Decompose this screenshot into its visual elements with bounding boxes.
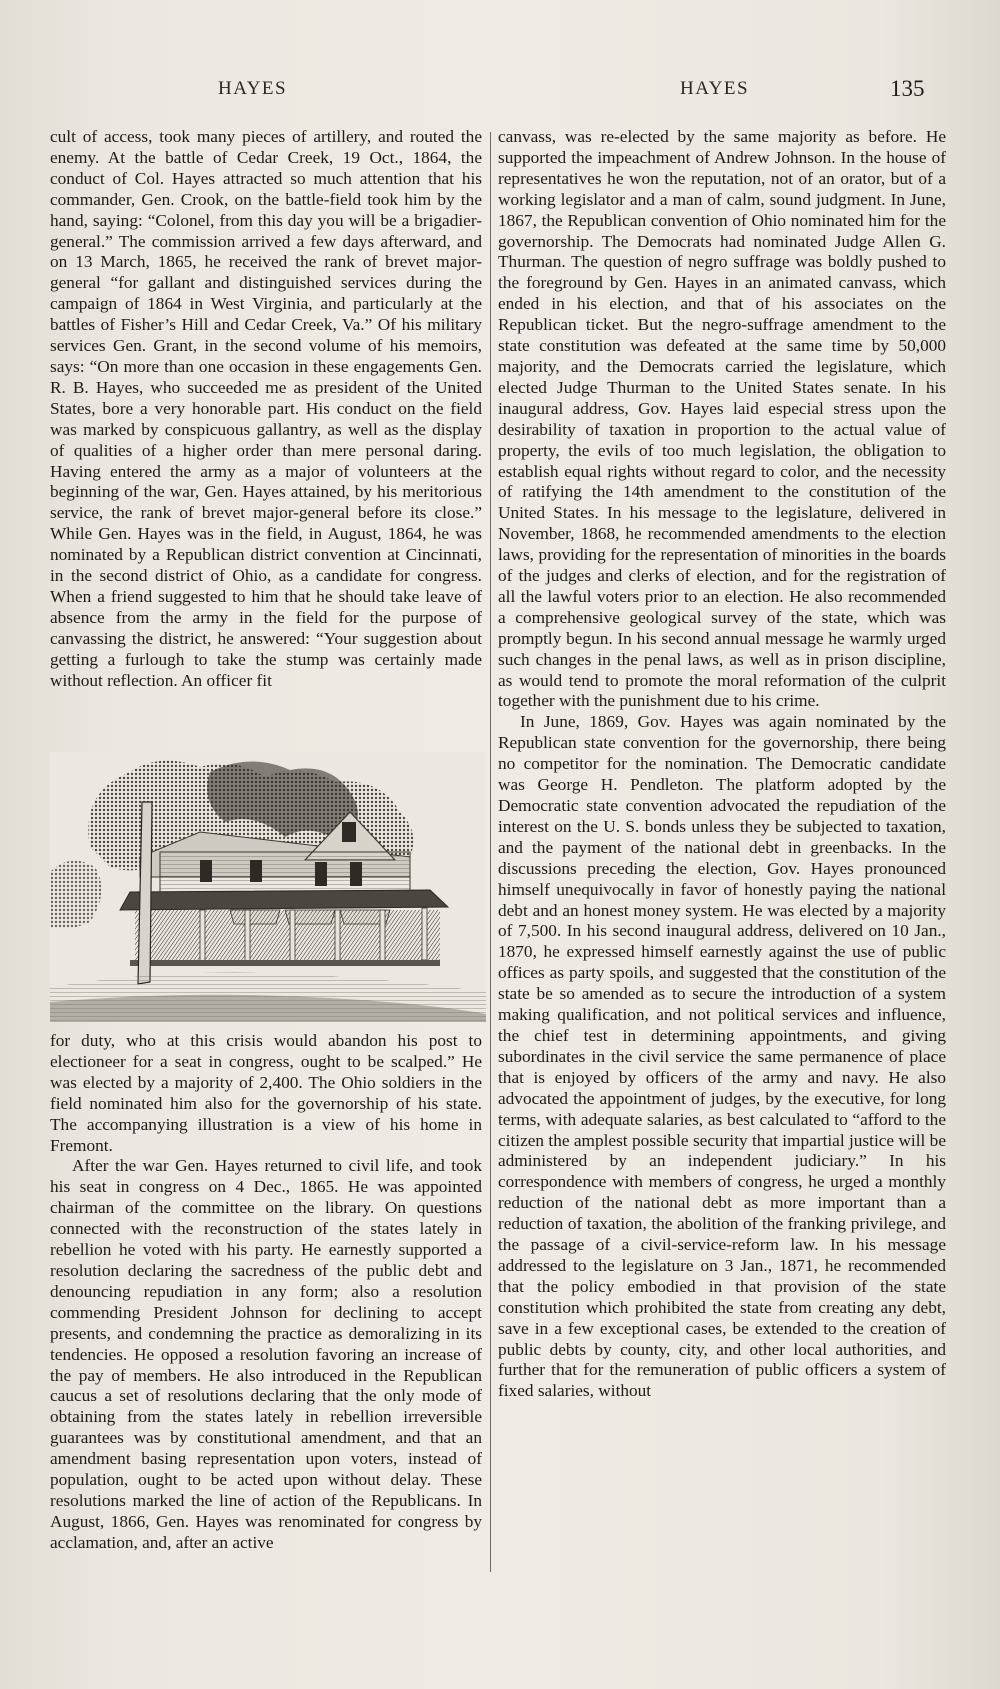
left-column-bottom-text: [50, 1031, 482, 1631]
right-column-text: [498, 127, 946, 1647]
paragraph: cult of access, took many pieces of artillery, and routed the enemy. At the battle of Cedar Creek, 19 Oct., 1864, the conduct of Col. Hayes attracted so much attention that his commander, Gen. Crook, on the battle-field took him by the hand, saying: “Colonel, from this day you will be a brigadier-general.” The commission arrived a few days afterward, and on 13 March, 1865, he received the rank of brevet major-general “for gallant and distinguished services during the campaign of 1864 in West Virginia, and particularly at the battles of Fisher’s Hill and Cedar Creek, Va.” Of his military services Gen. Grant, in the second volume of his memoirs, says: “On more than one occasion in these engagements Gen. R. B. Hayes, who succeeded me as president of the United States, bore a very honorable part. His conduct on the field was marked by conspicuous gallantry, as well as the display of qualities of a higher order than mere personal daring. Having entered the army as a major of volunteers at the beginning of the war, Gen. Hayes attained, by his meritorious service, the rank of brevet major-general before its close.” While Gen. Hayes was in the field, in August, 1864, he was nominated by a Republican district convention at Cincinnati, in the second district of Ohio, as a candidate for congress. When a friend suggested to him that he should take leave of absence from the army in the field for the purpose of canvassing the district, he answered: “Your suggestion about getting a furlough to take the stump was certainly made without reflection. An officer fit: [50, 127, 482, 690]
paragraph: for duty, who at this crisis would abandon his post to electioneer for a seat in congress, ought to be scalped.” He was elected by a majority of 2,400. The Ohio soldiers in the field nominated him also for the governorship of his state. The accompanying illustration is a view of his home in Fremont.: [50, 1031, 482, 1155]
running-head-left: HAYES: [218, 78, 288, 99]
paragraph: After the war Gen. Hayes returned to civil life, and took his seat in congress on 4 Dec., 1865. He was appointed chairman of the committee on the library. On questions connected with the reconstruction of the states lately in rebellion he voted with his party. He earnestly supported a resolution declaring the sacredness of the public debt and denouncing repudiation in any form; also a resolution commending President Johnson for declining to accept presents, and condemning the practice as demoralizing in its tendencies. He opposed a resolution favoring an increase of the pay of members. He also introduced in the Republican caucus a set of resolutions declaring that the only mode of obtaining from the states lately in rebellion irreversible guarantees was by constitutional amendment, and that an amendment basing representation upon voters, instead of population, ought to be acted upon without delay. These resolutions marked the line of action of the Republicans. In August, 1866, Gen. Hayes was renominated for congress by acclamation, and, after an active: [50, 1156, 482, 1552]
running-head-right: HAYES: [680, 78, 750, 99]
paragraph: In June, 1869, Gov. Hayes was again nominated by the Republican state convention for the governorship, there being no competitor for the nomination. The Democratic candidate was George H. Pendleton. The platform adopted by the Democratic state convention advocated the repudiation of the interest on the U. S. bonds unless they be subjected to taxation, and the payment of the national debt in greenbacks. In the discussions preceding the election, Gov. Hayes pronounced himself unequivocally in favor of honestly paying the national debt and an honest money system. He was elected by a majority of 7,500. In his second inaugural address, delivered on 10 Jan., 1870, he expressed himself earnestly against the use of public offices as party spoils, and suggested that the constitution of the state be so amended as to secure the introduction of a system making qualification, and not political services and influence, the chief test in determining appointments, and giving subordinates in the civil service the same permanence of place that is enjoyed by officers of the army and navy. He also advocated the appointment of judges, by the executive, for long terms, with adequate salaries, as best calculated to “afford to the citizen the amplest possible security that impartial justice will be administered by an independent judiciary.” In his correspondence with members of congress, he urged a monthly reduction of the national debt as more important than a reduction of taxation, the abolition of the franking privilege, and the passage of a civil-service-reform law. In his message addressed to the legislature on 3 Jan., 1871, he recommended that the policy embodied in that provision of the state constitution which prohibited the state from creating any debt, save in a few exceptional cases, be extended to the creation of public debts by county, city, and other local authorities, and further that for the remuneration of public officers a system of fixed salaries, without: [498, 712, 946, 1401]
house-illustration: [50, 752, 486, 1022]
page-number: 135: [890, 76, 925, 101]
column-divider: [490, 132, 491, 1572]
paragraph: canvass, was re-elected by the same majority as before. He supported the impeachment of Andrew Johnson. In the house of representatives he won the reputation, not of an orator, but of a working legislator and a man of calm, sound judgment. In June, 1867, the Republican convention of Ohio nominated him for the governorship. The Democrats had nominated Judge Allen G. Thurman. The question of negro suffrage was boldly pushed to the foreground by Gen. Hayes in an animated canvass, which ended in his election, and that of his associates on the Republican ticket. But the negro-suffrage amendment to the state constitution was defeated at the same time by 50,000 majority, and the Democrats carried the legislature, which elected Judge Thurman to the United States senate. In his inaugural address, Gov. Hayes laid especial stress upon the desirability of taxation in proportion to the actual value of property, the evils of too much legislation, the obligation to establish equal rights without regard to color, and the necessity of ratifying the 14th amendment to the constitution of the United States. In his message to the legislature, delivered in November, 1868, he recommended amendments to the election laws, providing for the representation of minorities in the boards of the judges and clerks of election, and for the registration of all the lawful voters prior to an election. He also recommended a comprehensive geological survey of the state, which was promptly begun. In his second annual message he warmly urged such changes in the penal laws, as well as in prison discipline, as would tend to promote the moral reformation of the culprit together with the punishment due to his crime.: [498, 127, 946, 711]
left-column-top-text: [50, 127, 482, 747]
